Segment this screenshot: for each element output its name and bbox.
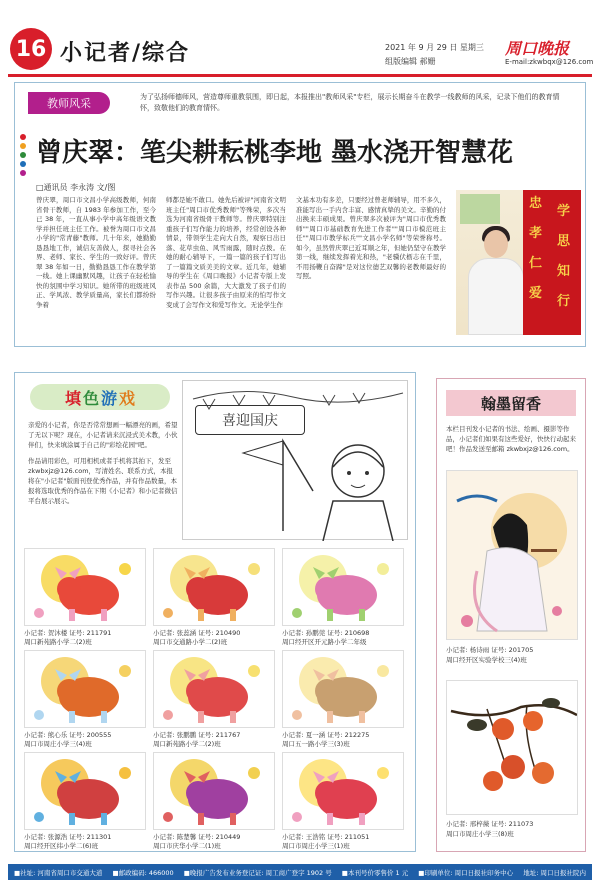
coloring-entry — [24, 752, 146, 851]
footer-printer-address: 地址: 周口日报社院内 — [523, 868, 586, 877]
coloring-entry-artwork — [24, 752, 146, 830]
coloring-entry-school: 周口新苑路小学二(2)班 — [153, 740, 221, 748]
page-number: 16 — [10, 28, 52, 70]
calligraphy-caption-2: 小记者: 邢梓薇 证号: 211073 — [446, 820, 534, 828]
coloring-entry-artwork — [153, 752, 275, 830]
coloring-entry-artwork — [24, 548, 146, 626]
coloring-entry — [282, 650, 404, 749]
coloring-entry-caption: 小记者: 张鹏鹏 证号: 211767 — [153, 731, 241, 739]
coloring-entry-caption: 小记者: 夏一涵 证号: 212275 — [282, 731, 370, 739]
photo-char: 忠 — [529, 196, 543, 211]
coloring-entry-caption: 小记者: 贺沐楼 证号: 211791 — [24, 629, 112, 637]
calligraphy-title: 翰墨留香 — [446, 390, 576, 416]
coloring-entry — [282, 548, 404, 647]
coloring-entry-school: 周口市周庄小学三(1)班 — [282, 842, 350, 850]
footer-address: ■社址: 河南省周口市交通大道 — [14, 868, 103, 877]
coloring-entry-artwork — [282, 548, 404, 626]
column-intro: 为了弘扬师德师风，营造尊师重教氛围，即日起，本报推出"教师风采"专栏，展示长期奋斗在教学一线教师的风采，记录下他们的教育情怀，致敬他们的教育情怀。 — [140, 93, 560, 112]
column-tag: 教师风采 — [28, 92, 110, 114]
decorative-dots — [20, 134, 26, 179]
game-paragraph: 作品请用彩色，可用相机或者手机将其拍下，发至 zkwbxjz@126.com，写清姓名、联系方式，本报将在"小记者"版面刊登优秀作品，并有作品数量，本报将选取优秀的作品在下期《小记者》和小记者微信平台展示展示。 — [28, 457, 178, 505]
footer-printer: ■印刷单位: 周口日报社印务中心 — [418, 868, 514, 877]
issue-date: 2021 年 9 月 29 日 星期三 — [385, 43, 484, 52]
photo-char: 爱 — [529, 286, 543, 301]
teacher-photo — [456, 190, 581, 335]
coloring-entry — [24, 548, 146, 647]
photo-char: 行 — [557, 294, 571, 309]
coloring-entry-caption: 小记者: 熊心乐 证号: 200555 — [24, 731, 112, 739]
section-title: 小记者/综合 — [60, 41, 191, 66]
fairy-painting-art — [447, 471, 578, 640]
calligraphy-caption-1: 小记者: 杨诗雨 证号: 201705 — [446, 646, 534, 654]
coloring-entry — [153, 548, 275, 647]
photo-char: 思 — [557, 234, 571, 249]
title-char: 戏 — [119, 388, 136, 408]
game-paragraph: 亲爱的小记者，你是否常常想画一幅漂亮的画，希望了无以下呢？现在，小记者请来沉浸式美术教，小伙伴们，快来填涂属于自己的"彩绘花园"吧。 — [28, 421, 178, 449]
title-char: 游 — [101, 388, 118, 408]
coloring-entry-caption: 小记者: 张蕊涵 证号: 210490 — [153, 629, 241, 637]
coloring-entry-school: 周口市庆华小学二(1)班 — [153, 842, 221, 850]
masthead-logo: 周口晚报 — [505, 39, 570, 58]
photo-char: 仁 — [529, 256, 543, 271]
coloring-entry-school: 周口市周庄小学三(4)班 — [24, 740, 92, 748]
coloring-entry-school: 周口新苑路小学二(2)班 — [24, 638, 92, 646]
coloring-entry-artwork — [282, 752, 404, 830]
coloring-entry-school: 周口五一路小学三(3)班 — [282, 740, 350, 748]
coloring-game-title — [30, 384, 170, 410]
coloring-entry-artwork — [282, 650, 404, 728]
coloring-entry-artwork — [153, 548, 275, 626]
article-column-3: 文基本功有多差，只要经过曾老师辅导，用不多久，准能写出一手内含丰富、感情真挚的美文。辛勤的付出换来丰硕成果。曾庆翠多次被评为"周口市优秀教师""周口市基础教育先进工作者""周口市模范班主任""周口市教学标兵""文昌小学名师"等荣誉称号。如今，虽然曾庆翠已近耳顺之年，但她仍坚守在教学第一线，继续发挥着光和热，"老骥伏枥志在千里，不用扬鞭自奋蹄"是对这位德艺双馨的老教师最好的写照。 — [296, 196, 446, 280]
coloring-entry-artwork — [24, 650, 146, 728]
artwork-fairy-painting — [446, 470, 578, 640]
article-column-1: 曾庆翠，周口市文昌小学高级教师，何南省骨干教师，自 1983 年参加工作，至今已 38 年，一直从事小学中高年级语文教学并担任班主任工作。被誉为周口市文昌小学的"常青藤"教师。几十年来，她勤勤恳恳地工作，诚信友善做人，探寻社会各界、老师、家长、学生的一致好评。曾庆翠 38 年如一日，勤勤恳恳工作在教学第一线。她上课幽默风趣，让孩子在轻松愉快的氛围中学习知识。她所带的班级班风正、学风浓、教学质量高，家长们都纷纷争着 — [36, 196, 156, 309]
coloring-entry-caption: 小记者: 王浩铭 证号: 211051 — [282, 833, 370, 841]
header-email: E-mail:zkwbqx@126.com — [505, 58, 594, 66]
coloring-entry-school: 周口市交通路小学二(2)班 — [153, 638, 228, 646]
article-column-2: 师都是她不敢口。她先后被评"河南省文明班主任"周口市优秀教师"等殊荣，多次当选为河南省级骨干教师等。曾庆翠特别注重孩子们写作能力的培养，经常创设各种情景，带领学生走向大自然，观察日出日落、花草虫鱼、风雪雨露，随时点拨。在她的耐心辅导下，一篇一篇的孩子们写出了一篇篇文质美美的文章。近几年，她辅导的学生在《周口晚报》小记者专版上发表作品 500 余篇，大大激发了孩子们的写作兴趣。让很多孩子由原来的怕写作文变成了会写作文和爱写作文。无论学生作 — [166, 196, 286, 309]
photo-char: 学 — [557, 204, 571, 219]
title-char: 填 — [64, 388, 81, 408]
coloring-sheet-banner: 喜迎国庆 — [195, 405, 305, 435]
footer-price: ■本刊号价零售价 1 元 — [341, 868, 409, 877]
calligraphy-caption-1b: 周口经开区实验学校三(4)班 — [446, 656, 527, 664]
coloring-entry-school: 周口经开区开元路小学二年级 — [282, 638, 367, 646]
artwork-persimmon-painting — [446, 680, 578, 815]
coloring-entry — [153, 650, 275, 749]
photo-char: 孝 — [529, 226, 543, 241]
calligraphy-intro: 本栏目刊发小记者的书法、绘画、摄影等作品，小记者们如果有这些爱好，快快行动起来吧！作品发送至邮箱 zkwbxjz@126.com。 — [446, 425, 576, 453]
coloring-entry-caption: 小记者: 孙鹏莞 证号: 210698 — [282, 629, 370, 637]
footer-bar — [8, 864, 592, 880]
coloring-entry — [24, 650, 146, 749]
footer-postcode: ■邮政编码: 466000 — [112, 868, 174, 877]
title-char: 色 — [82, 388, 99, 408]
header-rule — [8, 74, 592, 77]
coloring-entry-caption: 小记者: 陈楚馨 证号: 210449 — [153, 833, 241, 841]
coloring-entry-school: 周口经开区纬小学二(6)班 — [24, 842, 99, 850]
coloring-entry — [282, 752, 404, 851]
article-headline: 曾庆翠：笔尖耕耘桃李地 墨水浇开智慧花 — [36, 138, 514, 168]
issue-editor: 组版编辑 郝姗 — [385, 57, 436, 66]
coloring-sheet — [182, 380, 408, 540]
photo-char: 知 — [557, 264, 571, 279]
footer-license: ■晚报广告发布业务登记证: 周工商广登字 1902 号 — [183, 868, 332, 877]
coloring-entry-caption: 小记者: 张源浩 证号: 211301 — [24, 833, 112, 841]
calligraphy-caption-2b: 周口市周庄小学三(8)班 — [446, 830, 514, 838]
persimmon-painting-art — [447, 681, 578, 815]
coloring-game-intro — [28, 420, 178, 506]
coloring-entry-artwork — [153, 650, 275, 728]
coloring-entry — [153, 752, 275, 851]
article-byline: □通讯员 李永涛 文/图 — [36, 183, 116, 192]
